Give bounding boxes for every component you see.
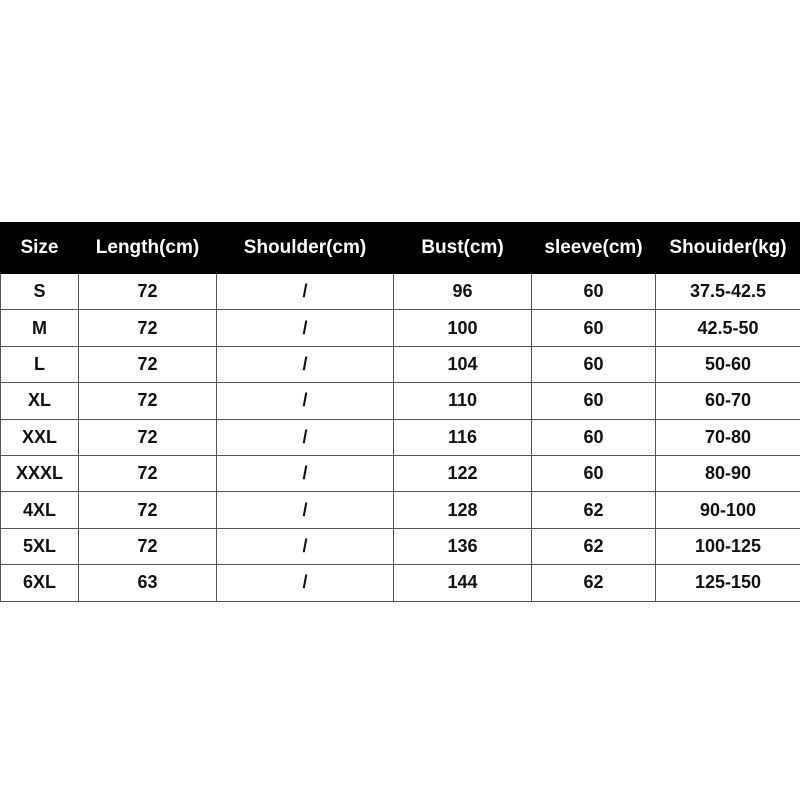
- header-bust: Bust(cm): [394, 223, 532, 274]
- cell-weight: 37.5-42.5: [656, 274, 800, 310]
- cell-bust: 100: [394, 310, 532, 346]
- cell-sleeve: 62: [532, 528, 656, 564]
- table-row: [1, 346, 800, 382]
- cell-weight: 90-100: [656, 492, 800, 528]
- cell-bust: 122: [394, 455, 532, 491]
- cell-length: 72: [79, 492, 217, 528]
- cell-size: L: [1, 346, 79, 382]
- cell-shoulder: /: [217, 565, 394, 601]
- cell-sleeve: 60: [532, 310, 656, 346]
- cell-sleeve: 60: [532, 383, 656, 419]
- cell-length: 72: [79, 274, 217, 310]
- cell-bust: 110: [394, 383, 532, 419]
- header-shoulder: Shoulder(cm): [217, 223, 394, 274]
- cell-size: XXXL: [1, 455, 79, 491]
- table-row: [1, 565, 800, 601]
- table-row: [1, 274, 800, 310]
- cell-bust: 96: [394, 274, 532, 310]
- header-length: Length(cm): [79, 223, 217, 274]
- cell-shoulder: /: [217, 528, 394, 564]
- cell-sleeve: 60: [532, 419, 656, 455]
- cell-shoulder: /: [217, 310, 394, 346]
- cell-size: 4XL: [1, 492, 79, 528]
- table-row: [1, 492, 800, 528]
- cell-shoulder: /: [217, 274, 394, 310]
- table-row: [1, 419, 800, 455]
- cell-bust: 104: [394, 346, 532, 382]
- cell-shoulder: /: [217, 346, 394, 382]
- cell-sleeve: 60: [532, 274, 656, 310]
- cell-weight: 100-125: [656, 528, 800, 564]
- cell-bust: 136: [394, 528, 532, 564]
- cell-weight: 80-90: [656, 455, 800, 491]
- table-row: [1, 455, 800, 491]
- cell-size: S: [1, 274, 79, 310]
- cell-sleeve: 62: [532, 492, 656, 528]
- cell-shoulder: /: [217, 492, 394, 528]
- cell-weight: 60-70: [656, 383, 800, 419]
- cell-length: 72: [79, 419, 217, 455]
- cell-sleeve: 60: [532, 346, 656, 382]
- header-row: [1, 223, 800, 274]
- cell-length: 63: [79, 565, 217, 601]
- cell-size: XXL: [1, 419, 79, 455]
- cell-weight: 125-150: [656, 565, 800, 601]
- table-row: [1, 383, 800, 419]
- cell-length: 72: [79, 455, 217, 491]
- cell-weight: 50-60: [656, 346, 800, 382]
- cell-length: 72: [79, 383, 217, 419]
- cell-length: 72: [79, 528, 217, 564]
- cell-shoulder: /: [217, 455, 394, 491]
- header-sleeve: sleeve(cm): [532, 223, 656, 274]
- cell-length: 72: [79, 346, 217, 382]
- cell-size: 6XL: [1, 565, 79, 601]
- cell-shoulder: /: [217, 419, 394, 455]
- cell-bust: 128: [394, 492, 532, 528]
- cell-bust: 116: [394, 419, 532, 455]
- cell-size: XL: [1, 383, 79, 419]
- cell-weight: 70-80: [656, 419, 800, 455]
- cell-size: 5XL: [1, 528, 79, 564]
- table-header: [1, 223, 800, 274]
- header-weight: Shouider(kg): [656, 223, 800, 274]
- cell-shoulder: /: [217, 383, 394, 419]
- cell-size: M: [1, 310, 79, 346]
- cell-length: 72: [79, 310, 217, 346]
- cell-sleeve: 62: [532, 565, 656, 601]
- size-chart-table: [0, 222, 800, 602]
- table-row: [1, 310, 800, 346]
- cell-sleeve: 60: [532, 455, 656, 491]
- header-size: Size: [1, 223, 79, 274]
- cell-bust: 144: [394, 565, 532, 601]
- table-row: [1, 528, 800, 564]
- table-body: [1, 274, 800, 602]
- cell-weight: 42.5-50: [656, 310, 800, 346]
